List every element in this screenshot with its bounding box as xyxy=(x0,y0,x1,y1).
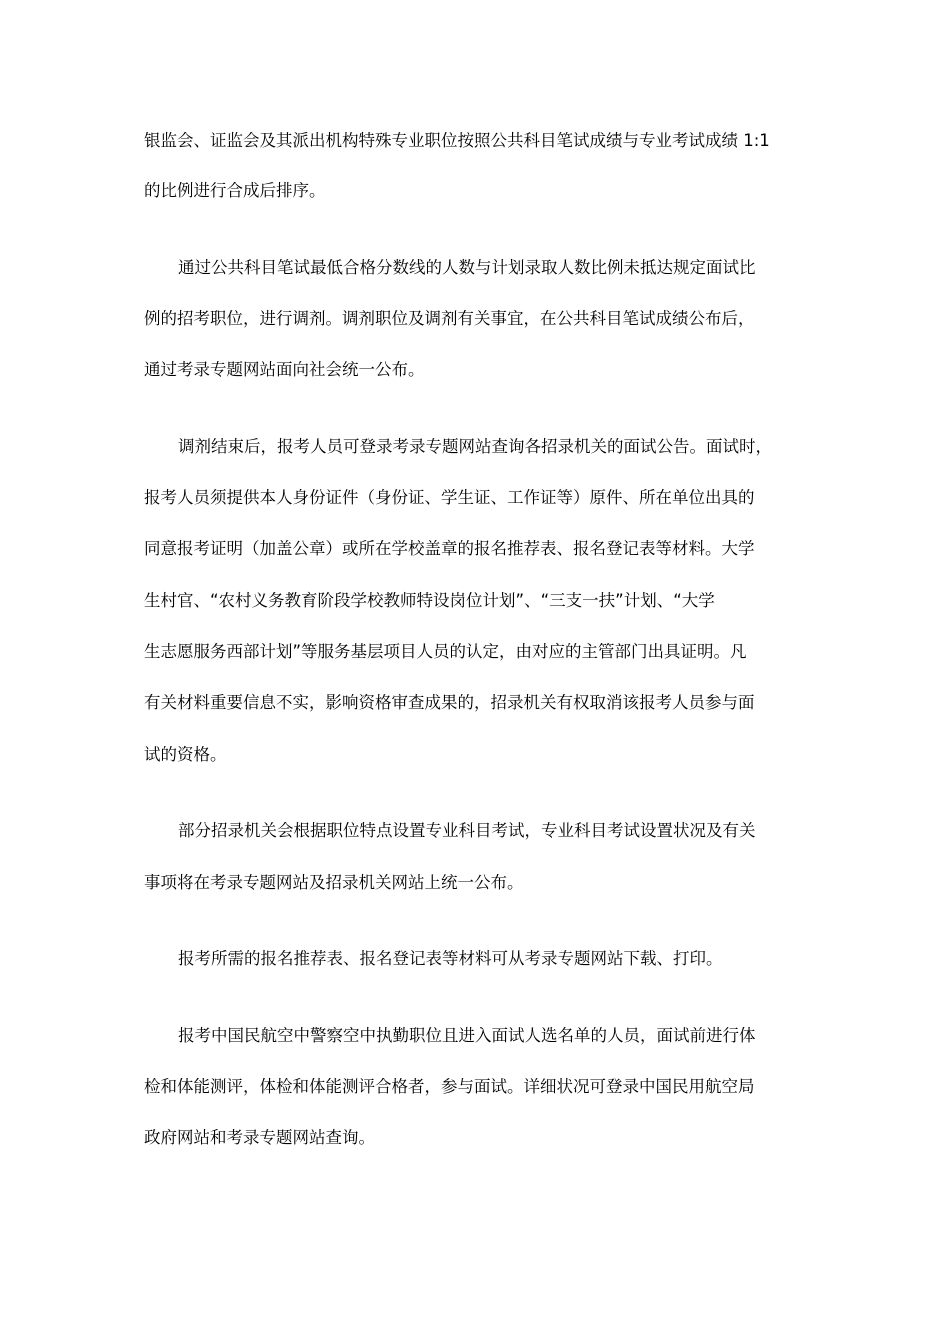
paragraph-2-line-1: 通过公共科目笔试最低合格分数线的人数与计划录取人数比例未抵达规定面试比 xyxy=(178,258,756,277)
paragraph-6-line-3: 政府网站和考录专题网站查询。 xyxy=(144,1128,375,1147)
paragraph-4-line-2: 事项将在考录专题网站及招录机关网站上统一公布。 xyxy=(144,873,524,892)
paragraph-2-line-3: 通过考录专题网站面向社会统一公布。 xyxy=(144,360,425,379)
paragraph-6-line-2: 检和体能测评，体检和体能测评合格者，参与面试。详细状况可登录中国民用航空局 xyxy=(144,1077,755,1096)
paragraph-3-line-3: 同意报考证明（加盖公章）或所在学校盖章的报名推荐表、报名登记表等材料。大学 xyxy=(144,539,755,558)
paragraph-3-line-2: 报考人员须提供本人身份证件（身份证、学生证、工作证等）原件、所在单位出具的 xyxy=(144,488,755,507)
paragraph-6-line-1: 报考中国民航空中警察空中执勤职位且进入面试人选名单的人员，面试前进行体 xyxy=(178,1026,756,1045)
paragraph-3-line-7: 试的资格。 xyxy=(144,745,227,764)
paragraph-1-line-1: 银监会、证监会及其派出机构特殊专业职位按照公共科目笔试成绩与专业考试成绩 1:1 xyxy=(144,131,770,150)
paragraph-5-line-1: 报考所需的报名推荐表、报名登记表等材料可从考录专题网站下载、打印。 xyxy=(178,949,723,968)
paragraph-3-line-1: 调剂结束后，报考人员可登录考录专题网站查询各招录机关的面试公告。面试时， xyxy=(178,437,772,456)
paragraph-2-line-2: 例的招考职位，进行调剂。调剂职位及调剂有关事宜，在公共科目笔试成绩公布后， xyxy=(144,309,755,328)
paragraph-3-line-4: 生村官、“农村义务教育阶段学校教师特设岗位计划”、“三支一扶”计划、“大学 xyxy=(144,591,715,610)
paragraph-3-line-6: 有关材料重要信息不实，影响资格审查成果的，招录机关有权取消该报考人员参与面 xyxy=(144,693,755,712)
paragraph-4-line-1: 部分招录机关会根据职位特点设置专业科目考试，专业科目考试设置状况及有关 xyxy=(178,821,756,840)
paragraph-3-line-5: 生志愿服务西部计划”等服务基层项目人员的认定，由对应的主管部门出具证明。凡 xyxy=(144,642,747,661)
paragraph-1-line-2: 的比例进行合成后排序。 xyxy=(144,181,326,200)
